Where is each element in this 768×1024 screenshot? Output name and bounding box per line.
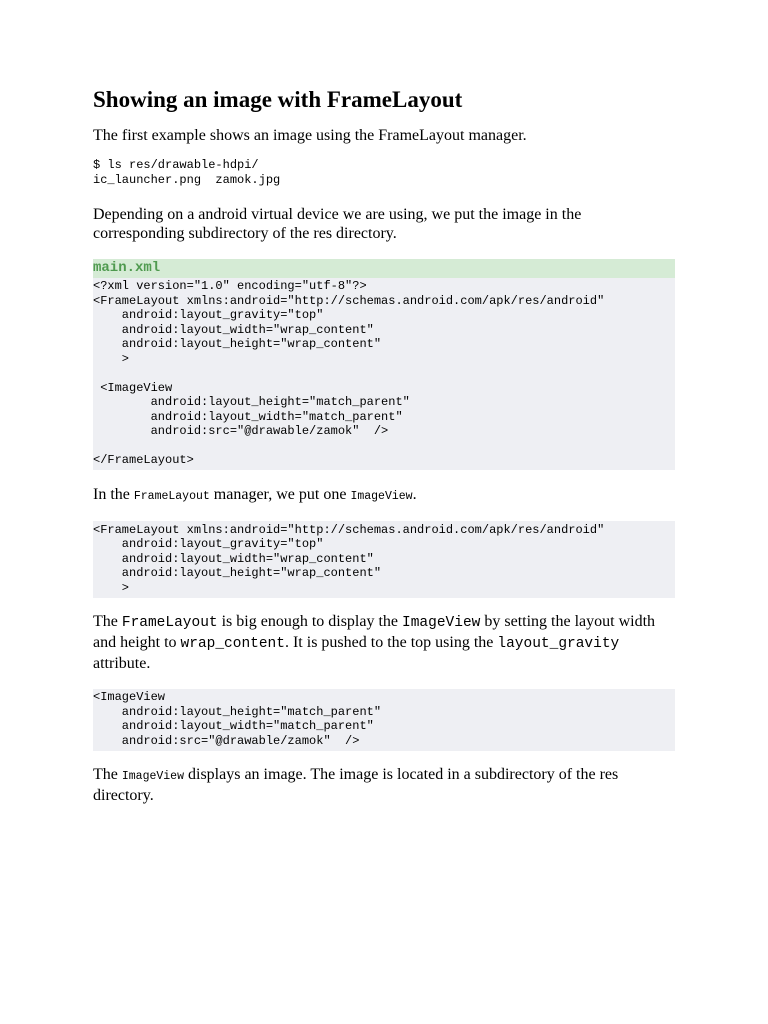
text-segment: . xyxy=(412,485,417,503)
text-segment: displays an image. The image is located in a subdirectory of the res directory. xyxy=(93,766,619,804)
imageview-code-block xyxy=(93,689,675,751)
document-page xyxy=(93,86,675,805)
text-segment: The xyxy=(93,613,122,630)
intro-paragraph: The first example shows an image using the FrameLayout manager. xyxy=(93,127,527,144)
big-enough-paragraph xyxy=(93,612,675,673)
inline-code-framelayout: FrameLayout xyxy=(133,489,210,503)
inline-code-imageview: ImageView xyxy=(121,770,184,783)
inline-code-framelayout: FrameLayout xyxy=(121,615,218,631)
text-segment: In the xyxy=(93,485,134,503)
code-filename-header: main.xml xyxy=(93,259,675,278)
inline-code-imageview: ImageView xyxy=(350,489,413,503)
inline-code-layout-gravity: layout_gravity xyxy=(497,636,620,652)
inline-code-imageview: ImageView xyxy=(402,615,481,631)
text-segment: is big enough to display the xyxy=(217,613,403,630)
text-segment: The xyxy=(93,766,122,783)
framelayout-code-block xyxy=(93,521,675,599)
main-xml-code-block xyxy=(93,259,675,470)
ls-command-output: $ ls res/drawable-hdpi/ ic_launcher.png zamok.jpg xyxy=(93,158,281,187)
text-segment: by setting the layout width and height to xyxy=(93,613,656,651)
text-segment: . It is pushed to the top using the xyxy=(284,634,498,651)
displays-paragraph xyxy=(93,765,675,805)
framelayout-code: <FrameLayout xmlns:android="http://schemas.android.com/apk/res/android" android:layout_gravity="top" android:layout_width="wrap_content" android:layout_height="wrap_content" > xyxy=(93,522,605,595)
depending-paragraph: Depending on a android virtual device we are using, we put the image in the corresponding subdirectory of the res directory. xyxy=(93,206,582,242)
page-title: Showing an image with FrameLayout xyxy=(93,87,463,112)
imageview-code: <ImageView android:layout_height="match_parent" android:layout_width="match_parent" android:src="@drawable/zamok" /> xyxy=(93,690,382,748)
text-segment: attribute. xyxy=(93,655,151,672)
text-segment: manager, we put one xyxy=(209,485,351,503)
in-the-framelayout-paragraph xyxy=(93,485,675,506)
main-xml-code: <?xml version="1.0" encoding="utf-8"?> <FrameLayout xmlns:android="http://schemas.android.com/apk/res/android" android:layout_gravity="top" android:layout_width="wrap_content" android:layout_height="wrap_content" > <ImageView android:layout_height="match_parent" android:layout_width="match_parent" android:src="@drawable/zamok" /> </FrameLayout> xyxy=(93,279,605,467)
inline-code-wrap-content: wrap_content xyxy=(180,636,285,652)
